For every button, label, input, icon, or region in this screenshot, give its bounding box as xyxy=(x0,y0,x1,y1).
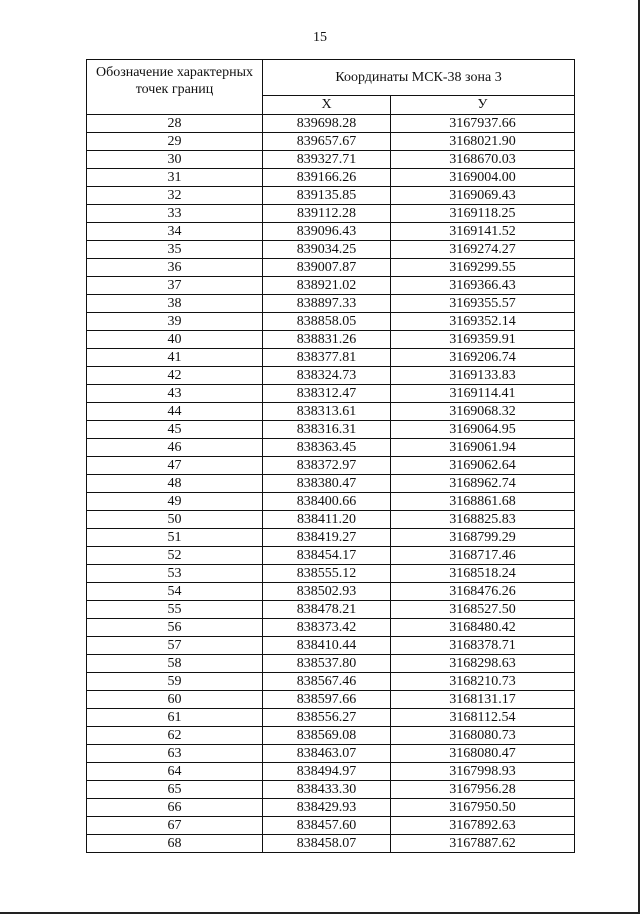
table-body xyxy=(87,115,575,853)
table-row xyxy=(87,205,575,223)
x-coordinate-cell: 839698.28 xyxy=(263,115,391,133)
table-row xyxy=(87,511,575,529)
point-cell: 30 xyxy=(87,151,263,169)
y-column-header: У xyxy=(391,96,575,115)
table-row xyxy=(87,799,575,817)
y-coordinate-cell: 3169299.55 xyxy=(391,259,575,277)
x-coordinate-cell: 838458.07 xyxy=(263,835,391,853)
y-coordinate-cell: 3168210.73 xyxy=(391,673,575,691)
x-coordinate-cell: 838569.08 xyxy=(263,727,391,745)
table-header-row xyxy=(87,60,575,96)
y-coordinate-cell: 3168378.71 xyxy=(391,637,575,655)
table-row xyxy=(87,349,575,367)
y-coordinate-cell: 3168021.90 xyxy=(391,133,575,151)
point-cell: 33 xyxy=(87,205,263,223)
y-coordinate-cell: 3169114.41 xyxy=(391,385,575,403)
y-coordinate-cell: 3168861.68 xyxy=(391,493,575,511)
point-cell: 60 xyxy=(87,691,263,709)
point-cell: 37 xyxy=(87,277,263,295)
point-cell: 34 xyxy=(87,223,263,241)
table-row xyxy=(87,637,575,655)
table-row xyxy=(87,655,575,673)
point-cell: 41 xyxy=(87,349,263,367)
x-coordinate-cell: 838454.17 xyxy=(263,547,391,565)
point-cell: 58 xyxy=(87,655,263,673)
table-row xyxy=(87,295,575,313)
point-cell: 52 xyxy=(87,547,263,565)
point-cell: 64 xyxy=(87,763,263,781)
y-coordinate-cell: 3167892.63 xyxy=(391,817,575,835)
point-cell: 38 xyxy=(87,295,263,313)
point-cell: 42 xyxy=(87,367,263,385)
y-coordinate-cell: 3167887.62 xyxy=(391,835,575,853)
table-row xyxy=(87,493,575,511)
x-coordinate-cell: 838502.93 xyxy=(263,583,391,601)
point-cell: 45 xyxy=(87,421,263,439)
table-row xyxy=(87,727,575,745)
table-row xyxy=(87,439,575,457)
x-coordinate-cell: 838411.20 xyxy=(263,511,391,529)
y-coordinate-cell: 3169069.43 xyxy=(391,187,575,205)
x-coordinate-cell: 838858.05 xyxy=(263,313,391,331)
y-coordinate-cell: 3169061.94 xyxy=(391,439,575,457)
y-coordinate-cell: 3169352.14 xyxy=(391,313,575,331)
table-row xyxy=(87,223,575,241)
point-cell: 59 xyxy=(87,673,263,691)
x-coordinate-cell: 838312.47 xyxy=(263,385,391,403)
x-coordinate-cell: 838494.97 xyxy=(263,763,391,781)
x-coordinate-cell: 838377.81 xyxy=(263,349,391,367)
x-coordinate-cell: 838324.73 xyxy=(263,367,391,385)
x-coordinate-cell: 838313.61 xyxy=(263,403,391,421)
y-coordinate-cell: 3168799.29 xyxy=(391,529,575,547)
y-coordinate-cell: 3169355.57 xyxy=(391,295,575,313)
y-coordinate-cell: 3169064.95 xyxy=(391,421,575,439)
point-cell: 63 xyxy=(87,745,263,763)
table-row xyxy=(87,565,575,583)
y-coordinate-cell: 3168962.74 xyxy=(391,475,575,493)
y-coordinate-cell: 3169366.43 xyxy=(391,277,575,295)
y-coordinate-cell: 3168080.73 xyxy=(391,727,575,745)
table-row xyxy=(87,421,575,439)
table-row xyxy=(87,583,575,601)
point-cell: 28 xyxy=(87,115,263,133)
y-coordinate-cell: 3169118.25 xyxy=(391,205,575,223)
point-cell: 43 xyxy=(87,385,263,403)
y-coordinate-cell: 3169359.91 xyxy=(391,331,575,349)
x-coordinate-cell: 838429.93 xyxy=(263,799,391,817)
point-cell: 32 xyxy=(87,187,263,205)
point-cell: 67 xyxy=(87,817,263,835)
point-cell: 68 xyxy=(87,835,263,853)
y-coordinate-cell: 3168825.83 xyxy=(391,511,575,529)
table-row xyxy=(87,547,575,565)
table-row xyxy=(87,457,575,475)
y-coordinate-cell: 3168080.47 xyxy=(391,745,575,763)
x-column-header: X xyxy=(263,96,391,115)
page-number: 15 xyxy=(313,30,327,45)
x-coordinate-cell: 838400.66 xyxy=(263,493,391,511)
table-row xyxy=(87,385,575,403)
point-cell: 66 xyxy=(87,799,263,817)
y-coordinate-cell: 3168298.63 xyxy=(391,655,575,673)
x-coordinate-cell: 838433.30 xyxy=(263,781,391,799)
point-cell: 57 xyxy=(87,637,263,655)
table-row xyxy=(87,367,575,385)
point-cell: 54 xyxy=(87,583,263,601)
y-coordinate-cell: 3167956.28 xyxy=(391,781,575,799)
y-coordinate-cell: 3168476.26 xyxy=(391,583,575,601)
point-cell: 47 xyxy=(87,457,263,475)
y-coordinate-cell: 3169062.64 xyxy=(391,457,575,475)
y-coordinate-cell: 3168527.50 xyxy=(391,601,575,619)
x-coordinate-cell: 839007.87 xyxy=(263,259,391,277)
table-row xyxy=(87,835,575,853)
x-coordinate-cell: 838457.60 xyxy=(263,817,391,835)
table-row xyxy=(87,709,575,727)
table-row xyxy=(87,115,575,133)
y-coordinate-cell: 3167937.66 xyxy=(391,115,575,133)
point-cell: 29 xyxy=(87,133,263,151)
point-cell: 35 xyxy=(87,241,263,259)
point-cell: 39 xyxy=(87,313,263,331)
y-coordinate-cell: 3168480.42 xyxy=(391,619,575,637)
point-cell: 44 xyxy=(87,403,263,421)
point-cell: 61 xyxy=(87,709,263,727)
table-row xyxy=(87,619,575,637)
table-row xyxy=(87,691,575,709)
x-coordinate-cell: 838597.66 xyxy=(263,691,391,709)
x-coordinate-cell: 838555.12 xyxy=(263,565,391,583)
x-coordinate-cell: 838921.02 xyxy=(263,277,391,295)
table-row xyxy=(87,241,575,259)
x-coordinate-cell: 838897.33 xyxy=(263,295,391,313)
y-coordinate-cell: 3169206.74 xyxy=(391,349,575,367)
point-designation-header: Обозначение характерных точек границ xyxy=(87,60,263,115)
table-row xyxy=(87,331,575,349)
table-row xyxy=(87,313,575,331)
x-coordinate-cell: 838831.26 xyxy=(263,331,391,349)
table-row xyxy=(87,169,575,187)
point-cell: 55 xyxy=(87,601,263,619)
y-coordinate-cell: 3168717.46 xyxy=(391,547,575,565)
y-coordinate-cell: 3167950.50 xyxy=(391,799,575,817)
x-coordinate-cell: 839327.71 xyxy=(263,151,391,169)
y-coordinate-cell: 3169133.83 xyxy=(391,367,575,385)
table-row xyxy=(87,277,575,295)
point-cell: 31 xyxy=(87,169,263,187)
coordinates-header: Координаты МСК-38 зона 3 xyxy=(263,60,575,96)
point-cell: 40 xyxy=(87,331,263,349)
point-cell: 49 xyxy=(87,493,263,511)
x-coordinate-cell: 838463.07 xyxy=(263,745,391,763)
x-coordinate-cell: 838478.21 xyxy=(263,601,391,619)
point-cell: 50 xyxy=(87,511,263,529)
y-coordinate-cell: 3168112.54 xyxy=(391,709,575,727)
table-row xyxy=(87,403,575,421)
x-coordinate-cell: 839034.25 xyxy=(263,241,391,259)
point-cell: 62 xyxy=(87,727,263,745)
table-row xyxy=(87,673,575,691)
x-coordinate-cell: 838567.46 xyxy=(263,673,391,691)
y-coordinate-cell: 3168518.24 xyxy=(391,565,575,583)
table-row xyxy=(87,151,575,169)
point-cell: 56 xyxy=(87,619,263,637)
point-cell: 53 xyxy=(87,565,263,583)
y-coordinate-cell: 3169068.32 xyxy=(391,403,575,421)
table-row xyxy=(87,133,575,151)
y-coordinate-cell: 3169141.52 xyxy=(391,223,575,241)
point-cell: 36 xyxy=(87,259,263,277)
table-row xyxy=(87,187,575,205)
x-coordinate-cell: 838316.31 xyxy=(263,421,391,439)
y-coordinate-cell: 3168670.03 xyxy=(391,151,575,169)
y-coordinate-cell: 3169004.00 xyxy=(391,169,575,187)
table-row xyxy=(87,817,575,835)
table-row xyxy=(87,763,575,781)
x-coordinate-cell: 838380.47 xyxy=(263,475,391,493)
table-row xyxy=(87,601,575,619)
x-coordinate-cell: 839112.28 xyxy=(263,205,391,223)
x-coordinate-cell: 839096.43 xyxy=(263,223,391,241)
x-coordinate-cell: 838419.27 xyxy=(263,529,391,547)
y-coordinate-cell: 3167998.93 xyxy=(391,763,575,781)
point-cell: 51 xyxy=(87,529,263,547)
x-coordinate-cell: 838363.45 xyxy=(263,439,391,457)
x-coordinate-cell: 838410.44 xyxy=(263,637,391,655)
table-row xyxy=(87,475,575,493)
table-row xyxy=(87,259,575,277)
x-coordinate-cell: 838373.42 xyxy=(263,619,391,637)
table-row xyxy=(87,529,575,547)
coordinates-table xyxy=(86,59,575,853)
x-coordinate-cell: 838537.80 xyxy=(263,655,391,673)
x-coordinate-cell: 838372.97 xyxy=(263,457,391,475)
x-coordinate-cell: 839166.26 xyxy=(263,169,391,187)
point-cell: 48 xyxy=(87,475,263,493)
table-row xyxy=(87,745,575,763)
point-cell: 65 xyxy=(87,781,263,799)
y-coordinate-cell: 3168131.17 xyxy=(391,691,575,709)
point-cell: 46 xyxy=(87,439,263,457)
x-coordinate-cell: 839135.85 xyxy=(263,187,391,205)
x-coordinate-cell: 839657.67 xyxy=(263,133,391,151)
y-coordinate-cell: 3169274.27 xyxy=(391,241,575,259)
table-row xyxy=(87,781,575,799)
x-coordinate-cell: 838556.27 xyxy=(263,709,391,727)
